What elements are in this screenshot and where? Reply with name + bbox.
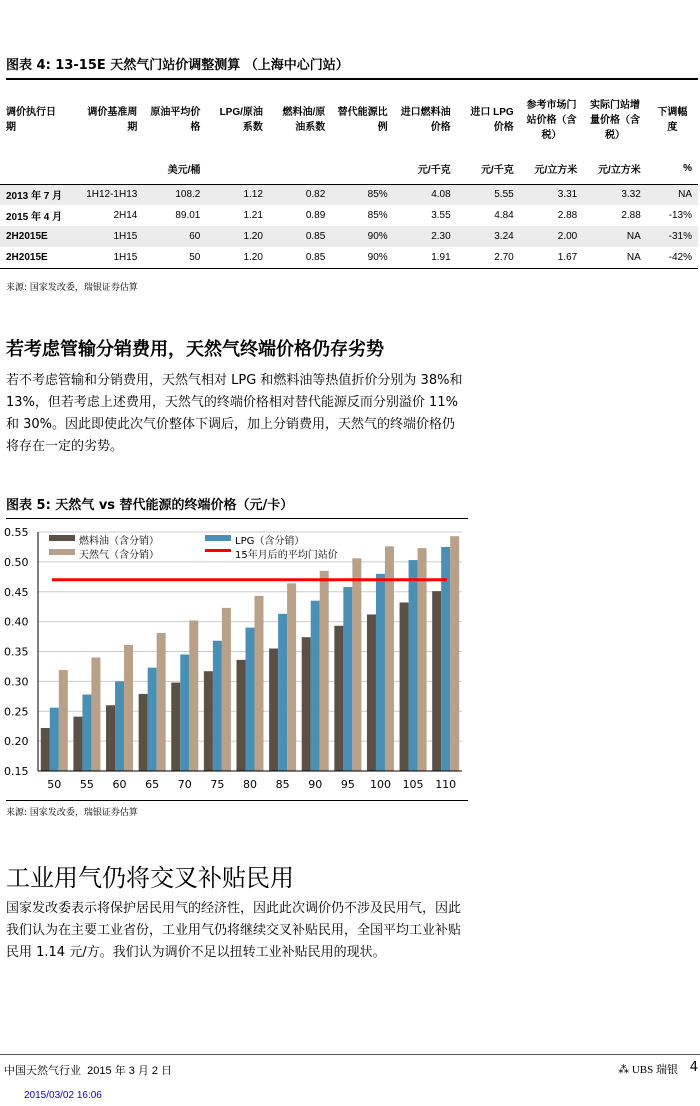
column-header: 参考市场门站价格（含税）: [526, 99, 577, 141]
bar-lpg: [311, 601, 320, 771]
column-header: 进口燃料油价格: [400, 107, 451, 133]
column-header: 替代能源比例: [337, 107, 388, 133]
table-cell: 89.01: [175, 210, 201, 221]
table-caption: 图表 4: 13-15E 天然气门站价调整测算 （上海中心门站）: [6, 58, 349, 73]
y-tick-label: 0.30: [4, 675, 29, 689]
table-cell: 1.21: [243, 210, 263, 221]
bar-natural-gas: [352, 558, 361, 771]
table-cell: 5.55: [494, 189, 514, 201]
bar-natural-gas: [124, 645, 133, 771]
table-cell: 85%: [367, 189, 388, 201]
table-cell: 108.2: [175, 189, 201, 201]
table-cell: -13%: [668, 210, 692, 221]
column-unit: [206, 154, 269, 184]
section-body: 若不考虑管输和分销费用，天然气相对 LPG 和燃料油等热值折价分别为 38%和 13%，但若考虑上述费用，天然气的终端价格相对替代能源反而分别溢价 11%和 30%。因此即使此次气价整体下调后，加上分销费用，天然气的终端价格仍将存在一定的劣势。: [6, 373, 463, 454]
table-cell: -42%: [668, 251, 692, 263]
bar-natural-gas: [255, 596, 264, 771]
legend-label: 15年月后的平均门站价: [235, 550, 338, 561]
table-cell: 0.82: [305, 189, 326, 201]
x-tick-label: 110: [435, 778, 457, 791]
x-tick-label: 65: [145, 778, 160, 791]
column-unit: 元/立方米: [598, 165, 641, 177]
column-unit: [0, 154, 72, 184]
table-row: [0, 226, 698, 247]
bar-fuel-oil: [237, 660, 246, 771]
table-cell: 1.67: [557, 251, 578, 263]
column-header: 调价执行日期: [6, 107, 56, 133]
x-tick-label: 90: [308, 778, 323, 791]
table-cell: 1.20: [243, 231, 263, 242]
bar-fuel-oil: [204, 671, 213, 771]
table-cell: 4.08: [431, 189, 451, 201]
x-tick-label: 105: [402, 778, 424, 791]
table-cell: 2.00: [557, 231, 578, 242]
legend-label: LPG（含分销）: [235, 536, 305, 547]
table-cell: 1.20: [243, 251, 263, 263]
y-tick-label: 0.50: [4, 555, 29, 569]
x-tick-label: 75: [210, 778, 225, 791]
column-header: 下调幅度: [657, 107, 688, 133]
column-header: 原油平均价格: [150, 107, 201, 133]
divider: [6, 800, 468, 801]
column-unit: 元/千克: [480, 165, 514, 177]
table-cell: 3.55: [431, 210, 451, 221]
bar-natural-gas: [450, 536, 459, 771]
column-unit: 元/千克: [417, 165, 451, 177]
table-cell: 2H2015E: [6, 231, 48, 242]
column-unit: 元/立方米: [534, 165, 578, 177]
table-cell: NA: [678, 189, 692, 201]
column-unit: [72, 154, 144, 184]
y-tick-label: 0.25: [4, 705, 29, 719]
bar-lpg: [246, 628, 255, 771]
bar-lpg: [343, 587, 352, 771]
table-cell: 2.88: [557, 210, 578, 221]
table-cell: 2.88: [621, 210, 641, 221]
bar-lpg: [376, 574, 385, 771]
table-cell: 60: [189, 231, 201, 242]
column-header: 进口 LPG 价格: [470, 107, 514, 133]
legend-swatch: [49, 535, 75, 541]
chart-caption: 图表 5: 天然气 vs 替代能源的终端价格（元/卡）: [6, 498, 294, 513]
bar-lpg: [82, 695, 91, 771]
column-header: 燃料油/原油系数: [282, 107, 326, 133]
legend-line-swatch: [205, 549, 231, 552]
table-cell: 0.89: [305, 210, 326, 221]
x-tick-label: 95: [340, 778, 355, 791]
column-unit: %: [683, 163, 692, 175]
table-cell: 3.31: [557, 189, 578, 201]
table-cell: 2015 年 4 月: [6, 212, 63, 223]
divider: [6, 518, 468, 519]
table-cell: 2013 年 7 月: [6, 191, 63, 203]
bar-fuel-oil: [302, 637, 311, 771]
table-row: [0, 205, 698, 226]
section-body: 国家发改委表示将保护居民用气的经济性，因此此次调价仍不涉及民用气，因此我们认为在主要工业省份，工业用气仍将继续交叉补贴民用，全国平均工业补贴民用 1.14 元/方。我们认为调价不足以扭转工业补贴民用的现状。: [6, 901, 462, 960]
bar-fuel-oil: [367, 614, 376, 771]
section-heading: 若考虑管输分销费用，天然气终端价格仍存劣势: [6, 339, 384, 360]
y-tick-label: 0.55: [4, 526, 29, 539]
table-cell: 1H15: [113, 251, 138, 263]
table-cell: 2H14: [113, 210, 138, 221]
x-tick-label: 55: [79, 778, 94, 791]
table-cell: 3.32: [621, 189, 641, 201]
bar-fuel-oil: [41, 728, 50, 771]
table-cell: 1H15: [113, 231, 138, 242]
footer-divider: [0, 1054, 700, 1055]
x-tick-label: 100: [369, 778, 391, 791]
chart-source: 来源: 国家发改委，瑞银证券估算: [6, 808, 138, 818]
table-cell: NA: [626, 251, 641, 263]
legend-label: 天然气（含分销）: [79, 550, 159, 561]
bar-natural-gas: [59, 670, 68, 771]
column-header: LPG/原油系数: [219, 107, 263, 133]
bar-natural-gas: [91, 657, 100, 771]
column-unit: [269, 154, 331, 184]
table-cell: 0.85: [305, 231, 326, 242]
legend-swatch: [205, 535, 231, 541]
table-cell: 1.91: [431, 251, 451, 263]
x-tick-label: 85: [275, 778, 290, 791]
x-tick-label: 60: [112, 778, 127, 791]
bar-fuel-oil: [432, 591, 441, 771]
x-tick-label: 50: [47, 778, 62, 791]
table-source: 来源: 国家发改委，瑞银证券估算: [6, 283, 138, 293]
bar-natural-gas: [222, 608, 231, 771]
bar-fuel-oil: [400, 603, 409, 771]
x-tick-label: 70: [177, 778, 192, 791]
bar-lpg: [409, 560, 418, 771]
bar-lpg: [148, 668, 157, 771]
ubs-logo: ⁂ UBS 瑞银: [618, 1064, 678, 1076]
x-tick-label: 80: [243, 778, 257, 791]
column-header: 调价基准周期: [87, 107, 138, 133]
legend-label: 燃料油（含分销）: [79, 536, 159, 547]
table-cell: 0.85: [305, 251, 326, 263]
table-row: [0, 247, 698, 268]
y-tick-label: 0.45: [4, 585, 29, 599]
bar-natural-gas: [320, 571, 329, 771]
divider: [6, 78, 698, 80]
bar-fuel-oil: [106, 705, 115, 771]
bar-lpg: [180, 654, 189, 771]
table-cell: 1H12-1H13: [86, 189, 138, 201]
table-cell: -31%: [668, 231, 692, 242]
bar-lpg: [213, 641, 222, 771]
table-cell: 85%: [367, 210, 388, 221]
section-heading: 工业用气仍将交叉补贴民用: [6, 864, 294, 892]
bar-fuel-oil: [269, 649, 278, 771]
price-bar-chart: [0, 520, 470, 800]
column-header: 实际门站增量价格（含税）: [590, 99, 641, 141]
table-cell: 1.12: [243, 189, 263, 201]
timestamp: 2015/03/02 16:06: [24, 1090, 102, 1101]
table-cell: 50: [189, 251, 201, 263]
bar-fuel-oil: [334, 626, 343, 771]
bar-natural-gas: [157, 633, 166, 771]
bar-fuel-oil: [171, 683, 180, 771]
table-cell: NA: [626, 231, 641, 242]
bar-natural-gas: [418, 548, 427, 771]
y-tick-label: 0.15: [4, 765, 29, 778]
gas-price-table: [0, 82, 698, 269]
table-cell: 2.70: [494, 251, 514, 263]
table-cell: 90%: [367, 231, 388, 242]
column-unit: 美元/桶: [167, 165, 201, 177]
y-tick-label: 0.20: [4, 735, 29, 749]
bar-fuel-oil: [73, 717, 82, 771]
legend-swatch: [49, 549, 75, 555]
bar-lpg: [50, 708, 59, 771]
table-cell: 4.84: [494, 210, 514, 221]
bar-natural-gas: [287, 583, 296, 771]
bar-lpg: [115, 681, 124, 771]
bar-natural-gas: [189, 620, 198, 771]
bar-fuel-oil: [139, 694, 148, 771]
column-unit: [331, 154, 393, 184]
table-row: [0, 184, 698, 205]
footer-title: 中国天然气行业 2015 年 3 月 2 日: [4, 1065, 173, 1077]
bar-lpg: [278, 614, 287, 771]
y-tick-label: 0.40: [4, 615, 29, 629]
keys-icon: ⁂: [618, 1064, 630, 1076]
page-number: 4: [689, 1060, 698, 1075]
table-cell: 90%: [367, 251, 388, 263]
table-cell: 2H2015E: [6, 251, 48, 263]
y-tick-label: 0.35: [4, 645, 29, 659]
table-cell: 2.30: [431, 231, 451, 242]
table-cell: 3.24: [494, 231, 514, 242]
